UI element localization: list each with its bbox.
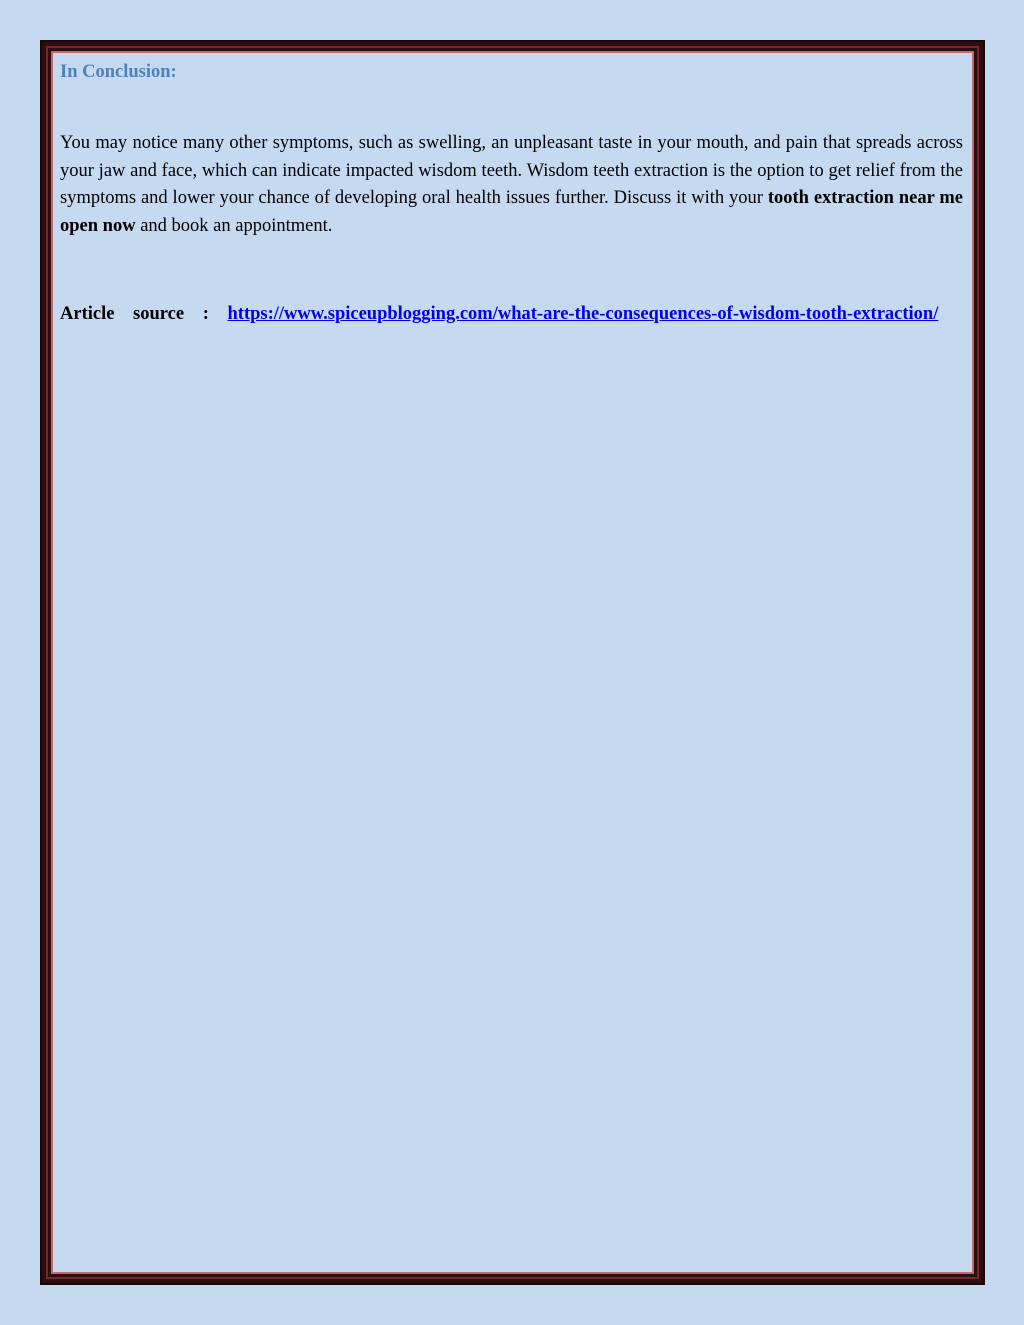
conclusion-paragraph — [60, 130, 963, 240]
article-source-label: Article source : — [60, 304, 209, 324]
article-source-link[interactable]: https://www.spiceupblogging.com/what-are-the-consequences-of-wisdom-tooth-extraction/ — [227, 304, 939, 324]
paragraph-text-start: You may notice many other symptoms, such as swelling, an unpleasant taste in your mouth, and pain that spreads across your jaw and face, which can indicate impacted wisdom teeth. Wisdom teeth extraction is the option to get relief from the symptoms and lower your chance of developing oral health issues further. Discuss it with your — [60, 133, 963, 208]
section-heading: In Conclusion: — [60, 62, 177, 82]
article-source-line — [60, 301, 963, 329]
document-content — [60, 58, 963, 329]
paragraph-text-end: and book an appointment. — [135, 215, 333, 236]
paragraph-keyword: tooth extraction near me open now — [60, 188, 964, 236]
